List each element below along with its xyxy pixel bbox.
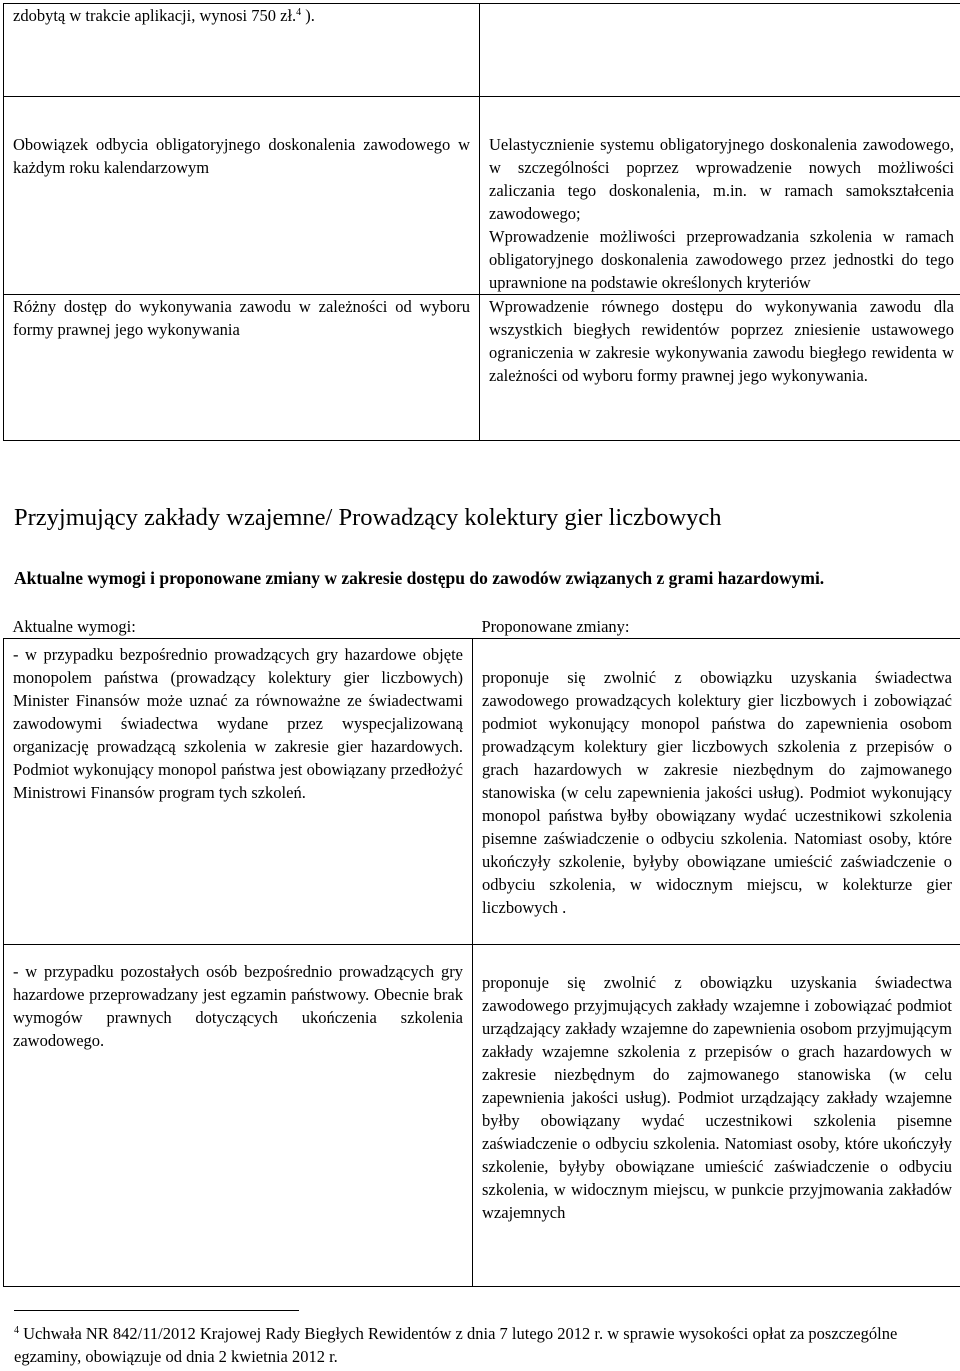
table-header-row	[4, 615, 960, 639]
footnote-divider	[14, 1310, 299, 1311]
table-row	[4, 295, 960, 441]
requirements-table-gambling	[3, 615, 960, 1287]
table-cell-empty	[480, 4, 960, 97]
footnote-text: Uchwała NR 842/11/2012 Krajowej Rady Biegłych Rewidentów z dnia 7 lutego 2012 r. w sprawie wysokości opłat za poszczególne egzaminy, obowiązuje od dnia 2 kwietnia 2012 r.	[14, 1324, 898, 1366]
table-cell-proposal	[480, 295, 960, 441]
footnote-ref[interactable]: 4	[296, 7, 302, 18]
table-row	[4, 639, 960, 945]
proposed-change-text: proponuje się zwolnić z obowiązku uzyskania świadectwa zawodowego przyjmujących zakłady wzajemne i zobowiązać podmiot urządzający zakłady wzajemne do zapewnienia osobom przyjmującym zakłady wzajemne szkolenia z przepisów o grach hazardowych w zakresie niezbędnym do zajmowanego stanowiska (w celu zapewnienia jakości usług). Podmiot urządzający zakłady wzajemne byłby obowiązany wydać uczestnikowi szkolenia pisemne zaświadczenie o odbyciu szkolenia. Natomiast osoby, które ukończyły szkolenie, byłyby obowiązane umieścić zaświadczenie o odbyciu szkolenia, w widocznym miejscu, w punkcie przyjmowania zakładów wzajemnych	[482, 973, 952, 1222]
table-cell-proposed	[473, 639, 960, 945]
footnote	[14, 1322, 944, 1368]
section-title: Przyjmujący zakłady wzajemne/ Prowadzący kolektury gier liczbowych	[14, 504, 722, 531]
table-cell-current	[4, 945, 473, 1287]
column-header-current: Aktualne wymogi:	[12, 617, 136, 636]
issue-text: Różny dostęp do wykonywania zawodu w zależności od wyboru formy prawnej jego wykonywania	[13, 297, 470, 339]
current-requirement-text: - w przypadku pozostałych osób bezpośrednio prowadzących gry hazardowe przeprowadzany jest egzamin państwowy. Obecnie brak wymogów prawnych dotyczących ukończenia szkolenia zawodowego.	[13, 962, 463, 1050]
carryover-text: zdobytą w trakcie aplikacji, wynosi 750 zł.$^4$ ).	[13, 6, 315, 25]
section-subtitle: Aktualne wymogi i proponowane zmiany w zakresie dostępu do zawodów związanych z grami hazardowymi.	[14, 568, 825, 588]
proposal-text: Wprowadzenie równego dostępu do wykonywania zawodu dla wszystkich biegłych rewidentów poprzez zniesienie ustawowego ograniczenia w zakresie wykonywania zawodu biegłego rewidenta w zależności od wyboru formy prawnej jego wykonywania.	[489, 297, 954, 385]
table-row	[4, 97, 960, 295]
table-row	[4, 4, 960, 97]
requirements-table-top	[3, 3, 960, 441]
proposal-text: Uelastycznienie systemu obligatoryjnego doskonalenia zawodowego, w szczególności poprzez wprowadzenie nowych możliwości zaliczania tego doskonalenia, m.in. w ramach samokształcenia zawodowego;	[489, 135, 954, 223]
table-cell-proposal	[480, 97, 960, 295]
table-cell-proposed	[473, 945, 960, 1287]
table-cell-current	[4, 639, 473, 945]
proposed-change-text: proponuje się zwolnić z obowiązku uzyskania świadectwa zawodowego prowadzących kolektury gier liczbowych i zobowiązać podmiot wykonujący monopol państwa do zapewnienia osobom prowadzącym kolektury gier liczbowych szkolenia z przepisów o grach hazardowych w zakresie niezbędnym do zajmowanego stanowiska (w celu zapewnienia jakości usług). Podmiot wykonujący monopol państwa byłby obowiązany wydać uczestnikowi szkolenia pisemne zaświadczenie o odbyciu szkolenia. Natomiast osoby, które ukończyły szkolenie, byłyby obowiązane umieścić zaświadczenie o odbyciu szkolenia, w widocznym miejscu, w kolekturze gier liczbowych .	[482, 668, 952, 917]
column-header-proposed: Proponowane zmiany:	[481, 617, 630, 636]
table-cell-issue	[4, 295, 480, 441]
current-requirement-text: - w przypadku bezpośrednio prowadzących gry hazardowe objęte monopolem państwa (prowadzący kolektury gier liczbowych) Minister Finansów może uznać za równoważne ze świadectwami zawodowymi świadectwa wydane przez wyspecjalizowaną organizację prowadzącą szkolenia w zakresie gier hazardowych. Podmiot wykonujący monopol państwa jest obowiązany przedłożyć Ministrowi Finansów program tych szkoleń.	[13, 645, 463, 802]
footnote-marker: 4	[14, 1325, 19, 1336]
table-cell-carryover	[4, 4, 480, 97]
proposal-text: Wprowadzenie możliwości przeprowadzania szkolenia w ramach obligatoryjnego doskonalenia zawodowego przez jednostki do tego uprawnione na podstawie określonych kryteriów	[489, 227, 954, 292]
table-row	[4, 945, 960, 1287]
table-cell-issue	[4, 97, 480, 295]
issue-text: Obowiązek odbycia obligatoryjnego doskonalenia zawodowego w każdym roku kalendarzowym	[13, 135, 470, 177]
